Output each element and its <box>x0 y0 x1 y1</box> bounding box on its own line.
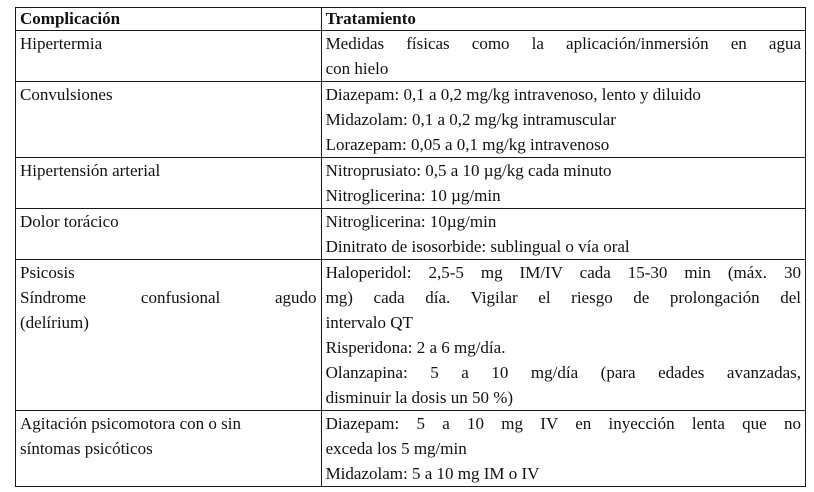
table-row <box>16 158 806 209</box>
complication-cell <box>16 82 322 158</box>
treatment-line: Diazepam: 0,1 a 0,2 mg/kg intravenoso, lento y diluido <box>325 85 701 104</box>
treatment-line: Olanzapina: 5 a 10 mg/día (para edades avanzadas, <box>325 363 801 382</box>
complication-cell <box>16 31 322 82</box>
treatment-line: intervalo QT <box>325 313 413 332</box>
treatment-cell <box>321 31 805 82</box>
complication-cell <box>16 209 322 260</box>
treatment-line: Haloperidol: 2,5-5 mg IM/IV cada 15-30 min (máx. 30 <box>325 263 801 282</box>
table-row <box>16 82 806 158</box>
complication-line: Convulsiones <box>20 85 113 104</box>
complication-line: Dolor torácico <box>20 212 119 231</box>
treatment-cell <box>321 411 805 487</box>
treatment-line: Lorazepam: 0,05 a 0,1 mg/kg intravenoso <box>325 135 610 154</box>
treatment-cell <box>321 82 805 158</box>
complication-line: Agitación psicomotora con o sin <box>20 414 241 433</box>
treatment-line: Nitroglicerina: 10µg/min <box>325 212 497 231</box>
header-treatment: Tratamiento <box>321 8 805 31</box>
treatment-line: mg) cada día. Vigilar el riesgo de prolongación del <box>325 288 801 307</box>
treatment-line: Midazolam: 0,1 a 0,2 mg/kg intramuscular <box>325 110 616 129</box>
treatment-line: Midazolam: 5 a 10 mg IM o IV <box>325 464 540 483</box>
complication-line: Psicosis <box>20 263 75 282</box>
complication-cell <box>16 158 322 209</box>
treatment-cell <box>321 158 805 209</box>
treatment-line: con hielo <box>325 59 389 78</box>
table-header-row <box>16 8 806 31</box>
complication-cell <box>16 411 322 487</box>
treatment-line: disminuir la dosis un 50 %) <box>325 388 514 407</box>
treatment-line: Risperidona: 2 a 6 mg/día. <box>325 338 506 357</box>
complications-table <box>15 7 806 487</box>
complication-line: (delírium) <box>20 313 89 332</box>
treatment-line: Diazepam: 5 a 10 mg IV en inyección lenta que no <box>325 414 801 433</box>
complication-line: Síndrome confusional agudo <box>20 288 317 307</box>
treatment-line: Medidas físicas como la aplicación/inmersión en agua <box>325 34 801 53</box>
treatment-line: Nitroprusiato: 0,5 a 10 µg/kg cada minuto <box>325 161 612 180</box>
treatment-line: exceda los 5 mg/min <box>325 439 467 458</box>
complication-line: Hipertensión arterial <box>20 161 161 180</box>
treatment-cell <box>321 209 805 260</box>
complication-line: síntomas psicóticos <box>20 439 153 458</box>
complication-cell <box>16 260 322 411</box>
treatment-line: Nitroglicerina: 10 µg/min <box>325 186 501 205</box>
treatment-line: Dinitrato de isosorbide: sublingual o vía oral <box>325 237 630 256</box>
treatment-cell <box>321 260 805 411</box>
table-row <box>16 209 806 260</box>
header-complication: Complicación <box>16 8 322 31</box>
complication-line: Hipertermia <box>20 34 103 53</box>
table-row <box>16 260 806 411</box>
table-row <box>16 31 806 82</box>
table-row <box>16 411 806 487</box>
